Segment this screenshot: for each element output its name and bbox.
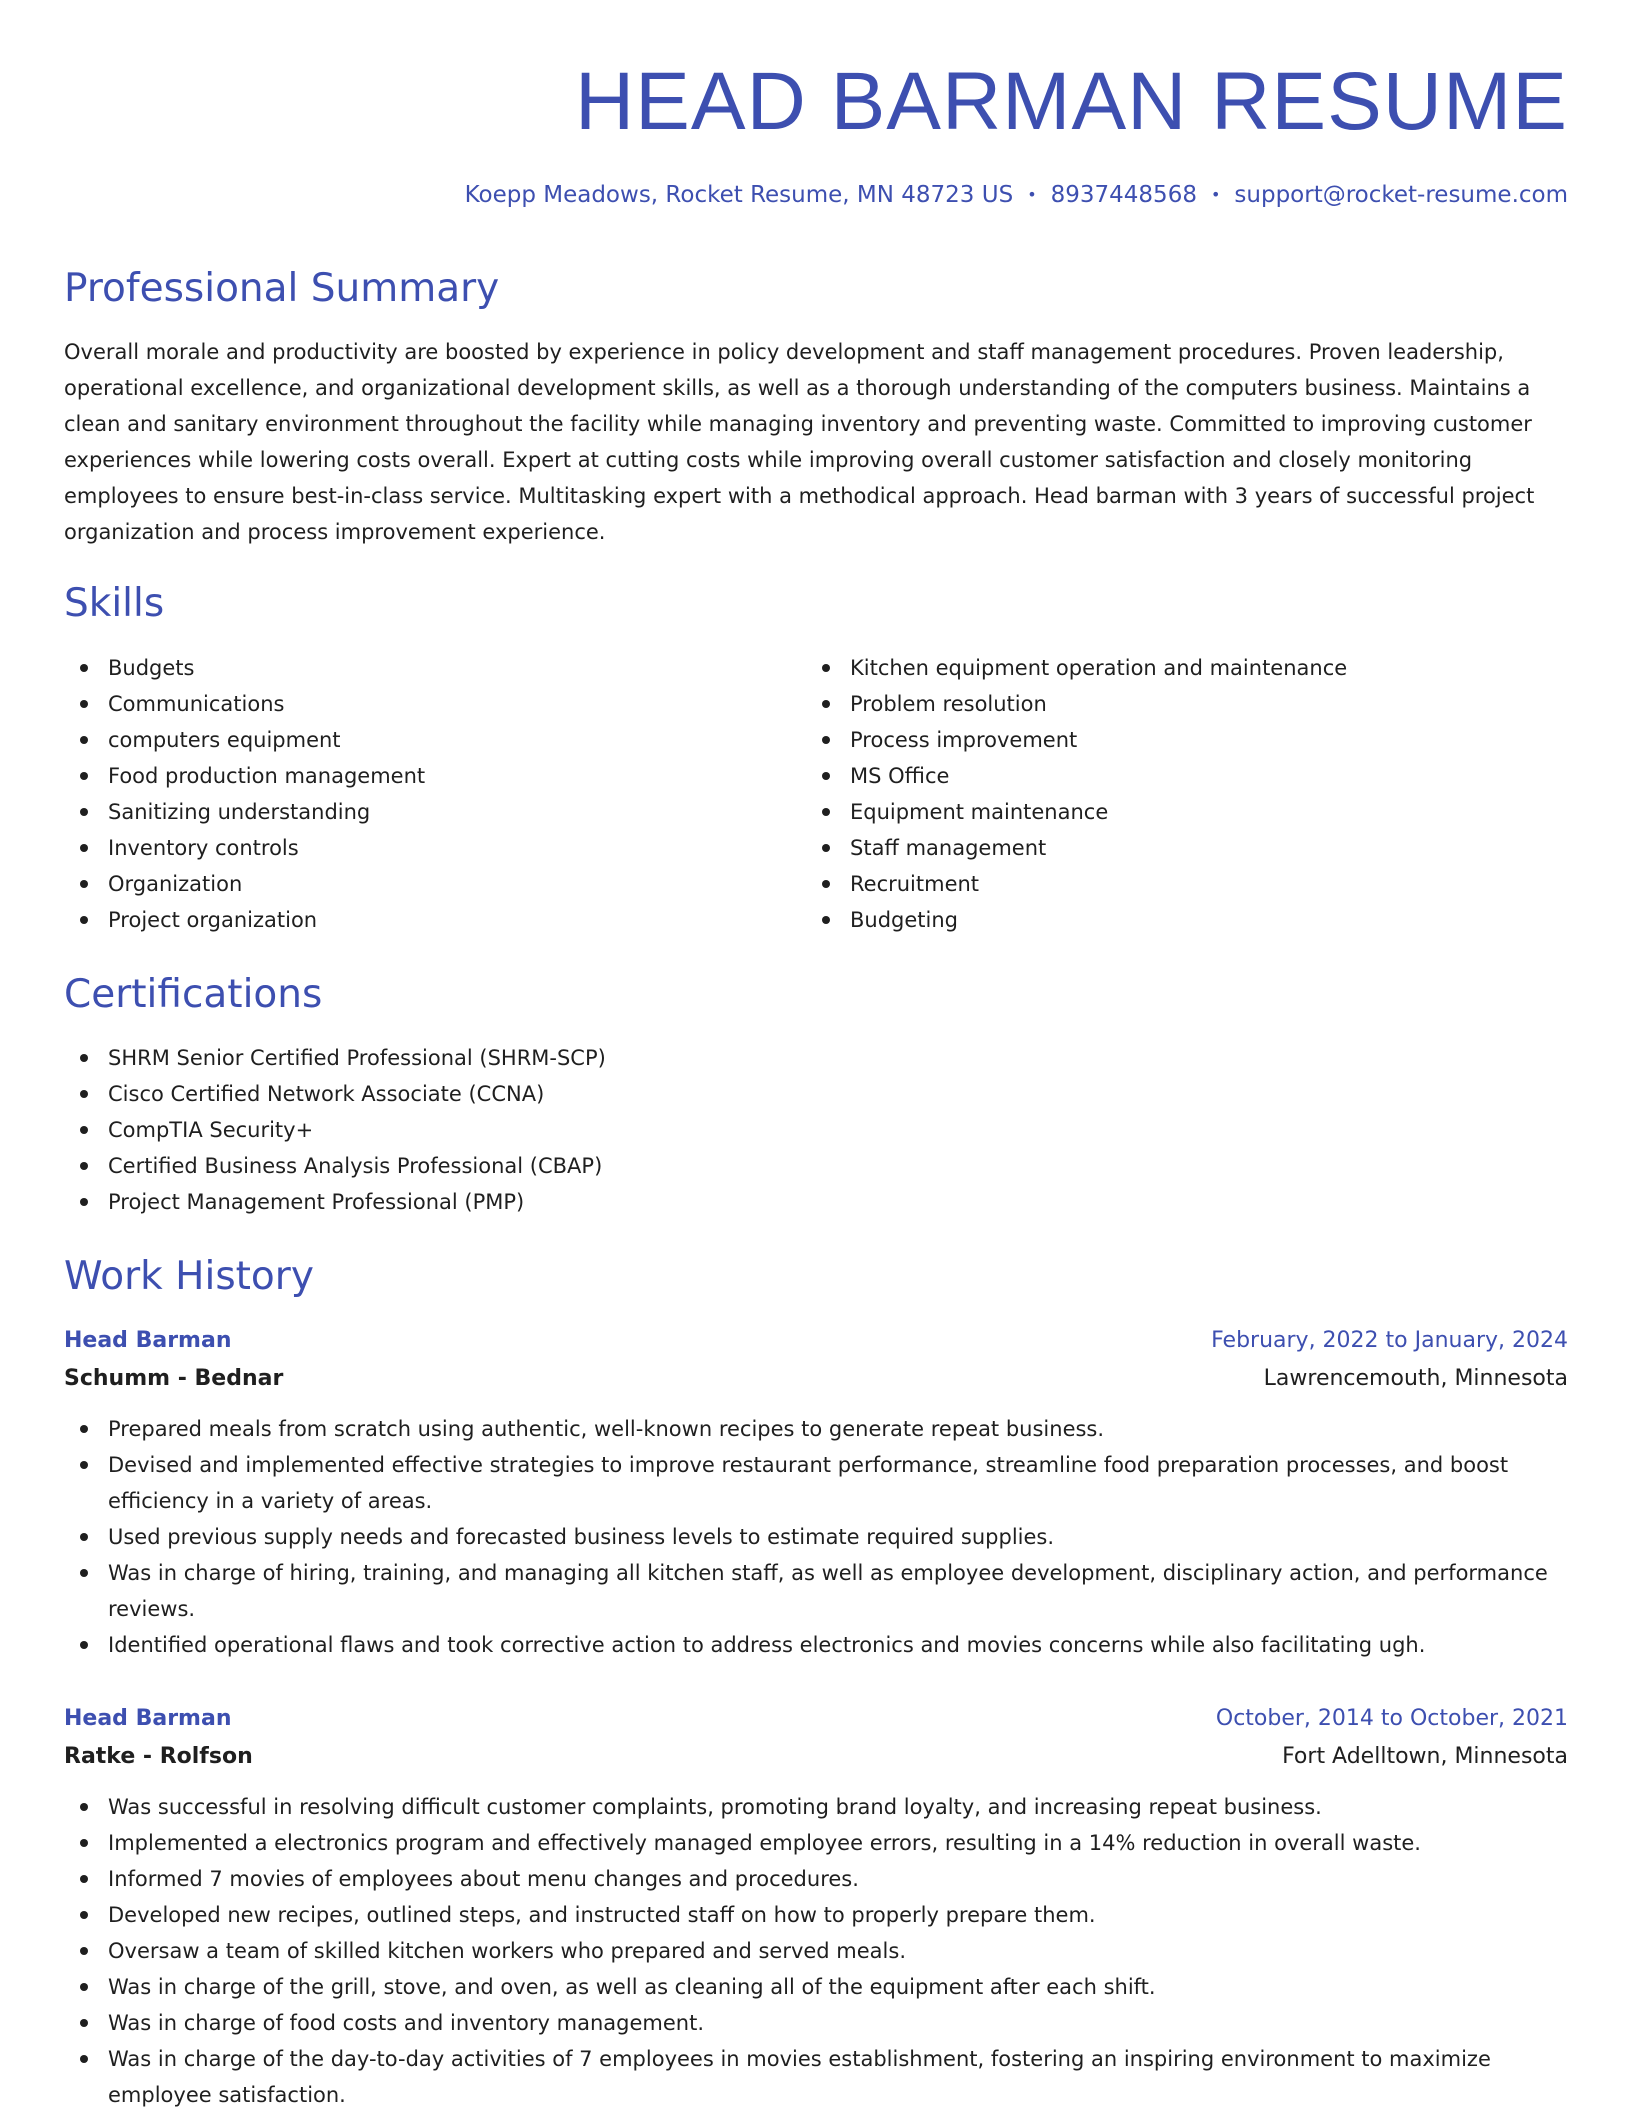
job-title: Head Barman [64,1706,232,1731]
certifications-list [64,1040,1064,1220]
job-dates: February, 2022 to January, 2024 [1211,1328,1568,1353]
skills-list-left [64,650,764,938]
job-dates: October, 2014 to October, 2021 [1215,1706,1568,1731]
contact-separator: • [1210,185,1221,204]
skill-item: MS Office [806,758,1566,794]
certifications-heading: Certifications [64,972,323,1017]
job-company-row [64,1737,1568,1777]
skill-item: Recruitment [806,866,1566,902]
contact-line [465,180,1568,210]
certification-item: Certified Business Analysis Professional (CBAP) [64,1148,1064,1184]
job-header-row [64,1323,1568,1359]
skill-item: Budgeting [806,902,1566,938]
job-company: Schumm - Bednar [64,1366,284,1391]
job-duty-item: Implemented a electronics program and effectively managed employee errors, resulting in a 14% reduction in overall waste. [64,1825,1568,1861]
job-duty-item: Prepared meals from scratch using authentic, well-known recipes to generate repeat business. [64,1411,1568,1447]
skill-item: Kitchen equipment operation and maintenance [806,650,1566,686]
job-duty-item: Devised and implemented effective strategies to improve restaurant performance, streamline food preparation processes, and boost efficiency in a variety of areas. [64,1447,1568,1519]
skills-list-right [806,650,1566,938]
skill-item: computers equipment [64,722,764,758]
skill-item: Process improvement [806,722,1566,758]
job-company-row [64,1359,1568,1399]
job-duty-item: Oversaw a team of skilled kitchen workers who prepared and served meals. [64,1933,1568,1969]
certification-item: SHRM Senior Certified Professional (SHRM-SCP) [64,1040,1064,1076]
contact-email: support@rocket-resume.com [1234,182,1568,208]
job-duty-item: Was successful in resolving difficult customer complaints, promoting brand loyalty, and increasing repeat business. [64,1789,1568,1825]
job-entry [64,1323,1568,1663]
skill-item: Communications [64,686,764,722]
contact-separator: • [1027,185,1037,204]
skill-item: Staff management [806,830,1566,866]
job-duty-item: Informed 7 movies of employees about menu changes and procedures. [64,1861,1568,1897]
job-header-row [64,1701,1568,1737]
job-duty-item: Used previous supply needs and forecasted business levels to estimate required supplies. [64,1519,1568,1555]
certification-item: Project Management Professional (PMP) [64,1184,1064,1220]
resume-title: HEAD BARMAN RESUME [574,56,1568,147]
job-duty-item: Developed new recipes, outlined steps, and instructed staff on how to properly prepare them. [64,1897,1568,1933]
job-duty-item: Was in charge of food costs and inventory management. [64,2005,1568,2041]
summary-heading: Professional Summary [64,266,500,311]
skill-item: Sanitizing understanding [64,794,764,830]
job-location: Fort Adelltown, Minnesota [1282,1744,1568,1769]
resume-header [64,0,1568,152]
job-duty-item: Identified operational flaws and took corrective action to address electronics and movies concerns while also facilitating ugh. [64,1627,1568,1663]
work-history-heading: Work History [64,1254,314,1299]
skill-item: Problem resolution [806,686,1566,722]
skills-heading: Skills [64,581,165,626]
job-duty-item: Was in charge of hiring, training, and managing all kitchen staff, as well as employee development, disciplinary action, and performance reviews. [64,1555,1568,1627]
skill-item: Food production management [64,758,764,794]
skill-item: Budgets [64,650,764,686]
job-entry [64,1701,1568,2113]
certification-item: CompTIA Security+ [64,1112,1064,1148]
job-company: Ratke - Rolfson [64,1744,253,1769]
contact-address: Koepp Meadows, Rocket Resume, MN 48723 US [464,182,1014,208]
job-duties-list [64,1411,1568,1663]
summary-text: Overall morale and productivity are boosted by experience in policy development and staff management procedures. Proven leadership, operational excellence, and organizational development skills, as well as a thorough understanding of the computers business. Maintains a clean and sanitary environment throughout the facility while managing inventory and preventing waste. Committed to improving customer experiences while lowering costs overall. Expert at cutting costs while improving overall customer satisfaction and closely monitoring employees to ensure best-in-class service. Multitasking expert with a methodical approach. Head barman with 3 years of successful project organization and process improvement experience. [64,340,1535,544]
job-location: Lawrencemouth, Minnesota [1263,1366,1568,1391]
job-duty-item: Was in charge of the grill, stove, and oven, as well as cleaning all of the equipment after each shift. [64,1969,1568,2005]
job-title: Head Barman [64,1328,232,1353]
job-duty-item: Was in charge of the day-to-day activities of 7 employees in movies establishment, fostering an inspiring environment to maximize employee satisfaction. [64,2041,1568,2113]
skill-item: Inventory controls [64,830,764,866]
certification-item: Cisco Certified Network Associate (CCNA) [64,1076,1064,1112]
job-duties-list [64,1789,1568,2113]
skill-item: Organization [64,866,764,902]
skill-item: Project organization [64,902,764,938]
skill-item: Equipment maintenance [806,794,1566,830]
contact-phone: 8937448568 [1050,182,1197,208]
